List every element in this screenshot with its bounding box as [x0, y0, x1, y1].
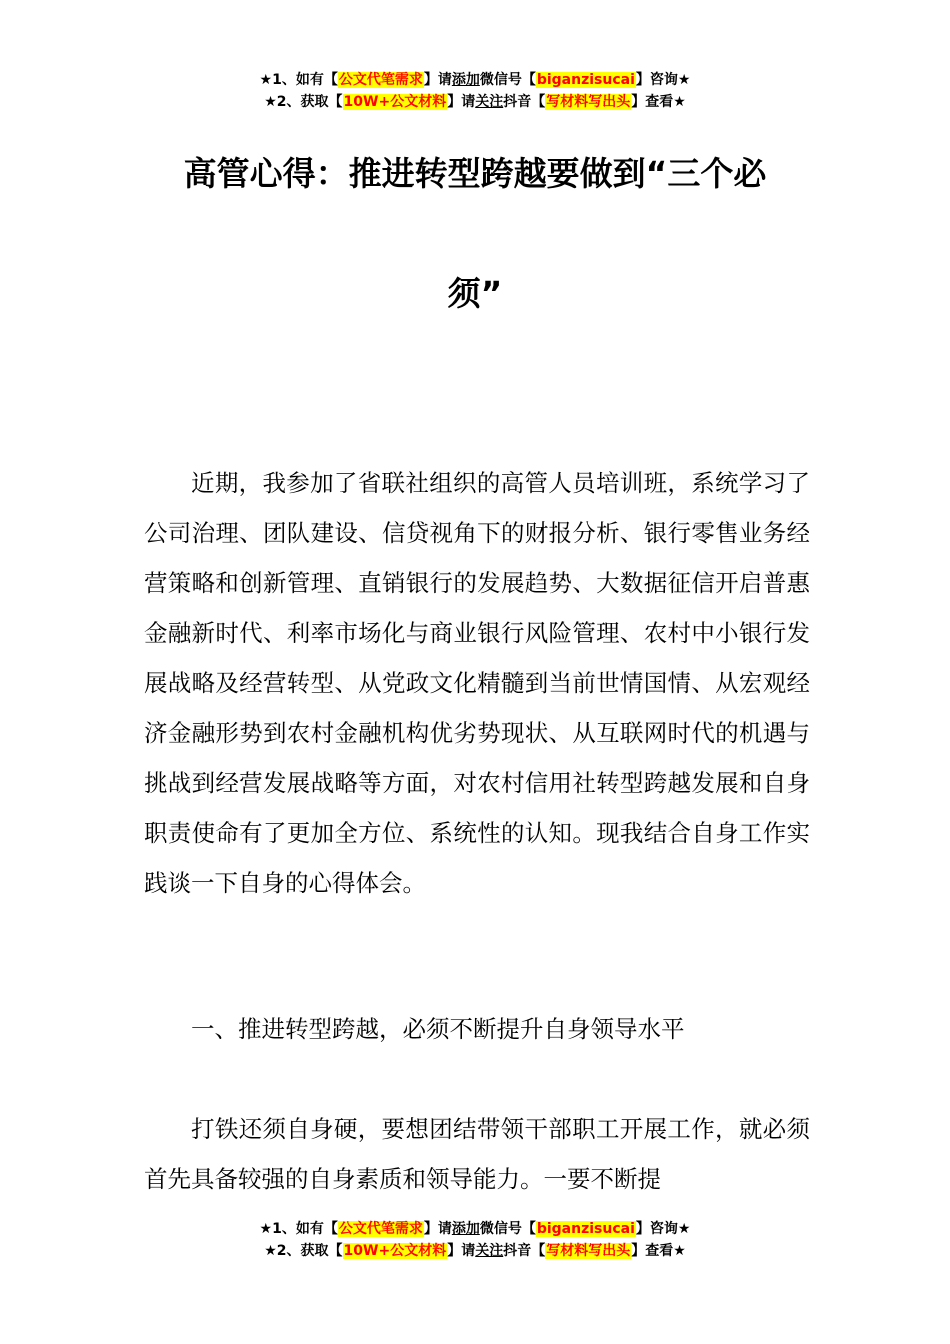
promo-text: 抖音【: [503, 1243, 546, 1259]
promo-line-1: [0, 1218, 950, 1240]
promo-text: 1、如有【: [272, 72, 338, 88]
star-icon: ★: [264, 94, 277, 110]
star-icon: ★: [677, 72, 691, 88]
promo-text: 微信号【: [479, 72, 536, 88]
section-heading-1: 一、推进转型跨越，必须不断提升自身领导水平: [191, 1015, 685, 1043]
promo-text: 1、如有【: [272, 1221, 338, 1237]
promo-line-1: [0, 69, 950, 91]
promo-header: [0, 69, 950, 113]
promo-text: 】咨询: [635, 1221, 678, 1237]
promo-text: 2、获取【: [276, 1243, 343, 1259]
promo-highlight: 公文代笔需求: [338, 1221, 423, 1237]
promo-highlight: 写材料写出头: [546, 94, 631, 110]
promo-highlight: biganzisucai: [536, 1221, 635, 1237]
promo-text: 】请: [447, 94, 476, 110]
star-icon: ★: [259, 72, 273, 88]
promo-highlight: 公文代笔需求: [338, 72, 423, 88]
body-paragraph-section-1: 打铁还须自身硬，要想团结带领干部职工开展工作，就必须首先具备较强的自身素质和领导能力。一要不断提: [144, 1115, 810, 1193]
promo-highlight: 10W+公文材料: [343, 1243, 447, 1259]
promo-underlined: 添加: [451, 1221, 480, 1237]
star-icon: ★: [677, 1221, 691, 1237]
promo-line-2: [0, 1240, 950, 1262]
promo-underlined: 关注: [475, 1243, 504, 1259]
promo-highlight: biganzisucai: [536, 72, 635, 88]
promo-text: 】咨询: [635, 72, 678, 88]
star-icon: ★: [264, 1243, 277, 1259]
star-icon: ★: [673, 94, 686, 110]
promo-text: 】请: [423, 72, 452, 88]
promo-underlined: 关注: [475, 94, 504, 110]
promo-highlight: 10W+公文材料: [343, 94, 447, 110]
body-paragraph-intro: 近期，我参加了省联社组织的高管人员培训班，系统学习了公司治理、团队建设、信贷视角下的财报分析、银行零售业务经营策略和创新管理、直销银行的发展趋势、大数据征信开启普惠金融新时代、利率市场化与商业银行风险管理、农村中小银行发展战略及经营转型、从党政文化精髓到当前世情国情、从宏观经济金融形势到农村金融机构优劣势现状、从互联网时代的机遇与挑战到经营发展战略等方面，对农村信用社转型跨越发展和自身职责使命有了更加全方位、系统性的认知。现我结合自身工作实践谈一下自身的心得体会。: [144, 469, 810, 897]
promo-text: 2、获取【: [276, 94, 343, 110]
page-title-line-2: 须”: [447, 274, 503, 313]
star-icon: ★: [259, 1221, 273, 1237]
promo-text: 抖音【: [503, 94, 546, 110]
promo-text: 】请: [423, 1221, 452, 1237]
promo-underlined: 添加: [451, 72, 480, 88]
star-icon: ★: [673, 1243, 686, 1259]
promo-highlight: 写材料写出头: [546, 1243, 631, 1259]
promo-text: 】查看: [631, 1243, 674, 1259]
promo-footer: [0, 1218, 950, 1262]
promo-text: 微信号【: [479, 1221, 536, 1237]
promo-text: 】请: [447, 1243, 476, 1259]
promo-line-2: [0, 91, 950, 113]
promo-text: 】查看: [631, 94, 674, 110]
page-title-line-1: 高管心得：推进转型跨越要做到“三个必: [183, 154, 767, 193]
